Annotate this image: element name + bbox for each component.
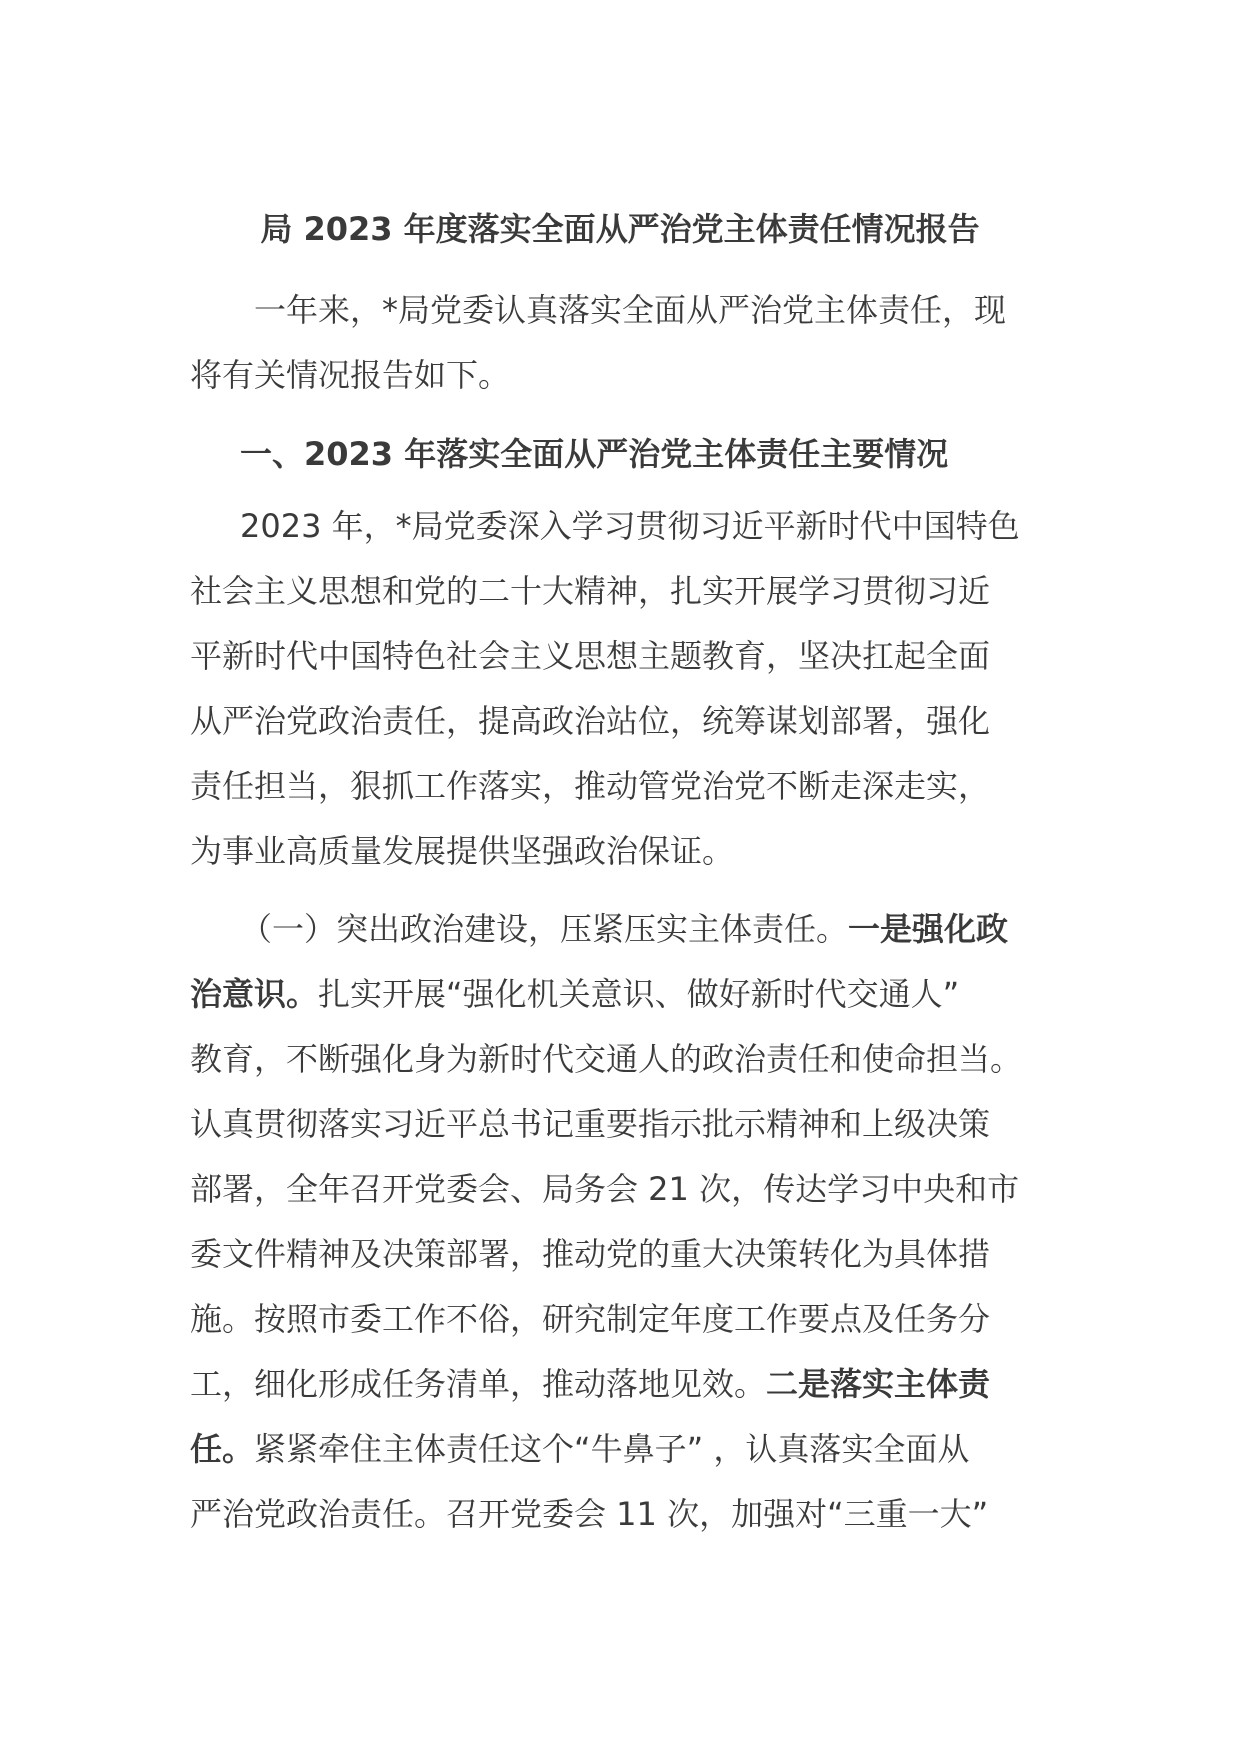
paragraph-line: 平新时代中国特色社会主义思想主题教育，坚决扛起全面	[190, 637, 991, 675]
paragraph-1	[190, 494, 1060, 884]
bold-lead-in: 二是落实主体责	[766, 1365, 991, 1403]
paragraph-line	[190, 962, 1060, 1027]
paragraph-text: 紧紧牵住主体责任这个“牛鼻子” ，认真落实全面从	[254, 1430, 970, 1468]
paragraph-text: 工，细化形成任务清单，推动落地见效。	[190, 1365, 767, 1403]
intro-paragraph	[190, 278, 1060, 408]
paragraph-line: 部署，全年召开党委会、局务会 21 次，传达学习中央和市	[190, 1170, 1020, 1208]
bold-lead-in: 治意识。	[190, 975, 319, 1013]
paragraph-line	[190, 1352, 1060, 1417]
intro-line: 一年来，*局党委认真落实全面从严治党主体责任，现	[254, 291, 1007, 329]
paragraph-line: 严治党政治责任。召开党委会 11 次，加强对“三重一大”	[190, 1495, 989, 1533]
intro-line: 将有关情况报告如下。	[190, 356, 511, 394]
bold-lead-in: 一是强化政	[848, 910, 1009, 948]
paragraph-line: 责任担当，狠抓工作落实，推动管党治党不断走深走实，	[190, 767, 991, 805]
paragraph-line: 认真贯彻落实习近平总书记重要指示批示精神和上级决策	[190, 1105, 991, 1143]
paragraph-2	[190, 897, 1060, 1547]
paragraph-line: 社会主义思想和党的二十大精神，扎实开展学习贯彻习近	[190, 572, 991, 610]
paragraph-line: 从严治党政治责任，提高政治站位，统筹谋划部署，强化	[190, 702, 991, 740]
document-title: 局 2023 年度落实全面从严治党主体责任情况报告	[260, 210, 980, 248]
paragraph-line: 为事业高质量发展提供坚强政治保证。	[190, 832, 735, 870]
subsection-heading: （一）突出政治建设，压紧压实主体责任。	[240, 910, 849, 948]
section-heading-1: 一、2023 年落实全面从严治党主体责任主要情况	[240, 435, 949, 473]
paragraph-line	[190, 1417, 1060, 1482]
paragraph-line: 施。按照市委工作不俗，研究制定年度工作要点及任务分	[190, 1300, 991, 1338]
paragraph-line: 教育，不断强化身为新时代交通人的政治责任和使命担当。	[190, 1040, 1023, 1078]
paragraph-text: 扎实开展“强化机关意识、做好新时代交通人”	[318, 975, 960, 1013]
bold-lead-in: 任。	[190, 1430, 255, 1468]
paragraph-line: 2023 年，*局党委深入学习贯彻习近平新时代中国特色	[240, 507, 1020, 545]
paragraph-line: 委文件精神及决策部署，推动党的重大决策转化为具体措	[190, 1235, 991, 1273]
paragraph-line	[190, 897, 1060, 962]
